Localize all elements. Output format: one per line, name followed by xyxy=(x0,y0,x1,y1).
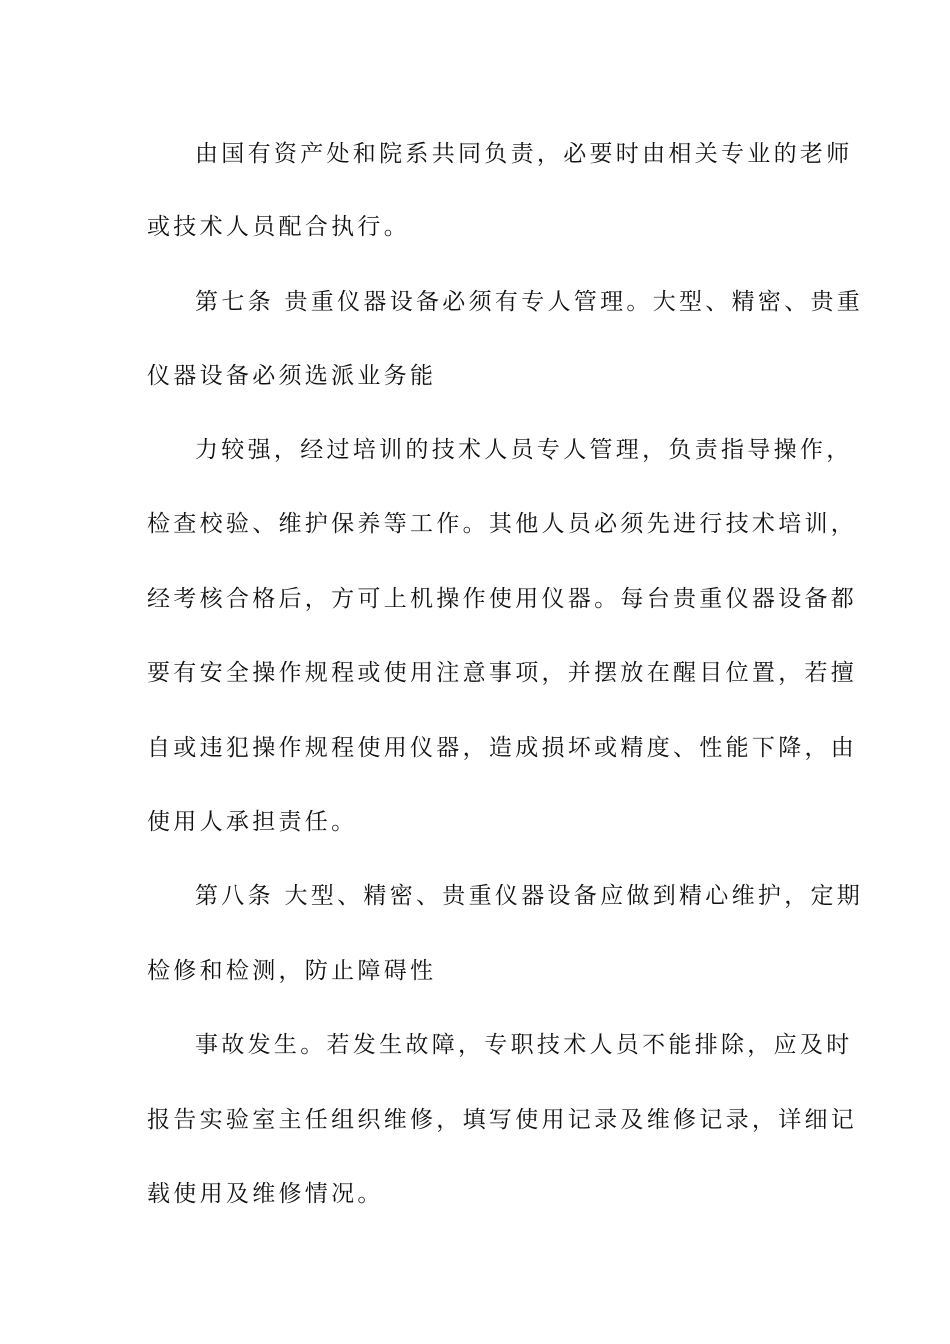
text-line: 仪器设备必须选派业务能 xyxy=(147,363,437,389)
text-line: 报告实验室主任组织维修，填写使用记录及维修记录，详细记 xyxy=(147,1107,858,1133)
text-line: 检修和检测，防止障碍性 xyxy=(147,958,437,984)
text-line: 要有安全操作规程或使用注意事项，并摆放在醒目位置，若擅 xyxy=(147,660,858,686)
article-eight-heading-line: 第八条 大型、精密、贵重仪器设备应做到精心维护，定期 xyxy=(195,883,864,909)
text-line: 或技术人员配合执行。 xyxy=(147,214,410,240)
text-line: 由国有资产处和院系共同负责，必要时由相关专业的老师 xyxy=(195,141,853,167)
text-line: 使用人承担责任。 xyxy=(147,809,358,835)
text-line: 经考核合格后，方可上机操作使用仪器。每台贵重仪器设备都 xyxy=(147,586,858,612)
text-line: 检查校验、维护保养等工作。其他人员必须先进行技术培训， xyxy=(147,511,858,537)
text-line: 自或违犯操作规程使用仪器，造成损坏或精度、性能下降，由 xyxy=(147,735,858,761)
text-line: 事故发生。若发生故障，专职技术人员不能排除，应及时 xyxy=(195,1032,853,1058)
text-line: 力较强，经过培训的技术人员专人管理，负责指导操作， xyxy=(195,437,853,463)
article-seven-heading-line: 第七条 贵重仪器设备必须有专人管理。大型、精密、贵重 xyxy=(195,289,864,315)
text-line: 载使用及维修情况。 xyxy=(147,1181,384,1207)
